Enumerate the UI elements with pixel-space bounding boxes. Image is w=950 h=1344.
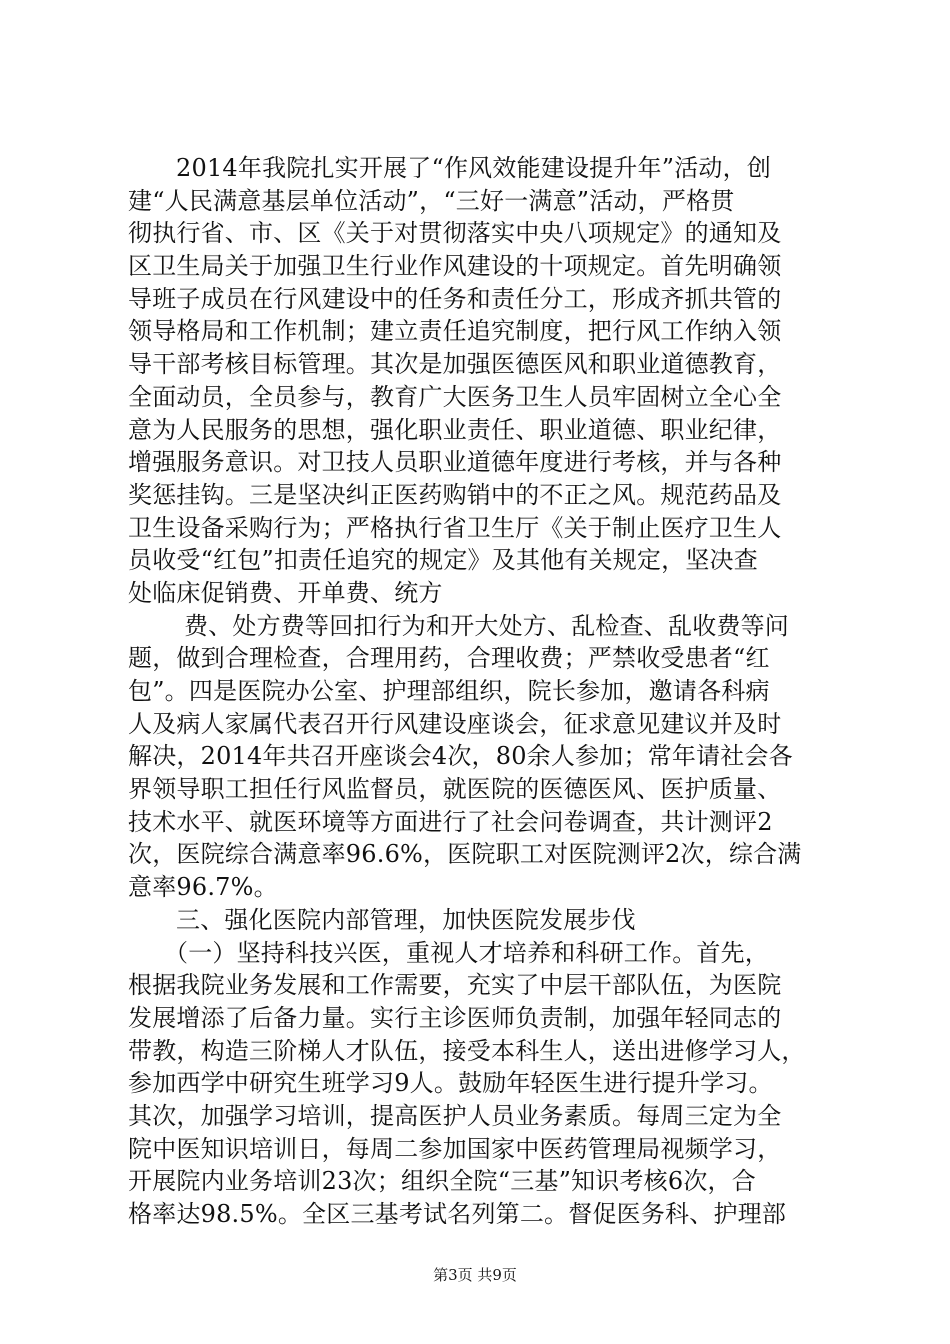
text-line: 格率达98.5%。全区三基考试名列第二。督促医务科、护理部	[128, 1200, 787, 1228]
text-line: 题，做到合理检查，合理用药，合理收费；严禁收受患者“红	[128, 644, 770, 673]
text-line: 费、处方费等回扣行为和开大处方、乱检查、乱收费等问	[184, 611, 789, 640]
text-line: 处临床促销费、开单费、统方	[128, 578, 443, 607]
text-line: 人及病人家属代表召开行风建设座谈会，征求意见建议并及时	[128, 709, 782, 738]
text-line: 彻执行省、市、区《关于对贯彻落实中央八项规定》的通知及	[128, 219, 782, 248]
text-line: 建“人民满意基层单位活动”，“三好一满意”活动，严格贯	[128, 186, 735, 215]
text-line: 技术水平、就医环境等方面进行了社会问卷调查，共计测评2	[128, 807, 773, 836]
text-line: 院中医知识培训日，每周二参加国家中医药管理局视频学习，	[128, 1134, 782, 1163]
text-line: 增强服务意识。对卫技人员职业道德年度进行考核，并与各种	[128, 448, 782, 477]
text-line: 奖惩挂钩。三是坚决纠正医药购销中的不正之风。规范药品及	[128, 480, 782, 509]
text-line: 全面动员，全员参与，教育广大医务卫生人员牢固树立全心全	[128, 382, 782, 411]
text-line: 参加西学中研究生班学习9人。鼓励年轻医生进行提升学习。	[128, 1069, 773, 1098]
subsection-heading: （一）坚持科技兴医，重视人才培养和科研工作。首先，	[164, 938, 769, 967]
text-line: 导班子成员在行风建设中的任务和责任分工，形成齐抓共管的	[128, 284, 782, 313]
text-line: 界领导职工担任行风监督员，就医院的医德医风、医护质量、	[128, 775, 782, 804]
section-heading: 三、强化医院内部管理，加快医院发展步伐	[176, 905, 636, 934]
text-line: 导干部考核目标管理。其次是加强医德医风和职业道德教育，	[128, 350, 782, 379]
text-line: 2014年我院扎实开展了“作风效能建设提升年”活动，创	[176, 154, 772, 182]
text-line: 领导格局和工作机制；建立责任追究制度，把行风工作纳入领	[128, 317, 782, 346]
text-line: 意为人民服务的思想，强化职业责任、职业道德、职业纪律，	[128, 415, 782, 444]
text-line: 其次，加强学习培训，提高医护人员业务素质。每周三定为全	[128, 1101, 782, 1130]
text-line: 发展增添了后备力量。实行主诊医师负责制，加强年轻同志的	[128, 1003, 782, 1032]
document-body	[128, 152, 838, 1231]
text-line: 根据我院业务发展和工作需要，充实了中层干部队伍，为医院	[128, 971, 782, 1000]
text-line: 区卫生局关于加强卫生行业作风建设的十项规定。首先明确领	[128, 252, 782, 281]
text-line: 员收受“红包”扣责任追究的规定》及其他有关规定，坚决查	[128, 546, 758, 575]
text-line: 次，医院综合满意率96.6%，医院职工对医院测评2次，综合满	[128, 840, 802, 869]
text-line: 带教，构造三阶梯人才队伍，接受本科生人，送出进修学习人，	[128, 1036, 806, 1065]
text-line: 包”。四是医院办公室、护理部组织，院长参加，邀请各科病	[128, 677, 770, 705]
page-number-footer: 第3页 共9页	[433, 1266, 517, 1284]
text-line: 解决，2014年共召开座谈会4次，80余人参加；常年请社会各	[128, 742, 793, 771]
text-line: 开展院内业务培训23次；组织全院“三基”知识考核6次，合	[128, 1167, 756, 1196]
text-line: 意率96.7%。	[128, 873, 278, 902]
text-line: 卫生设备采购行为；严格执行省卫生厅《关于制止医疗卫生人	[128, 513, 782, 542]
